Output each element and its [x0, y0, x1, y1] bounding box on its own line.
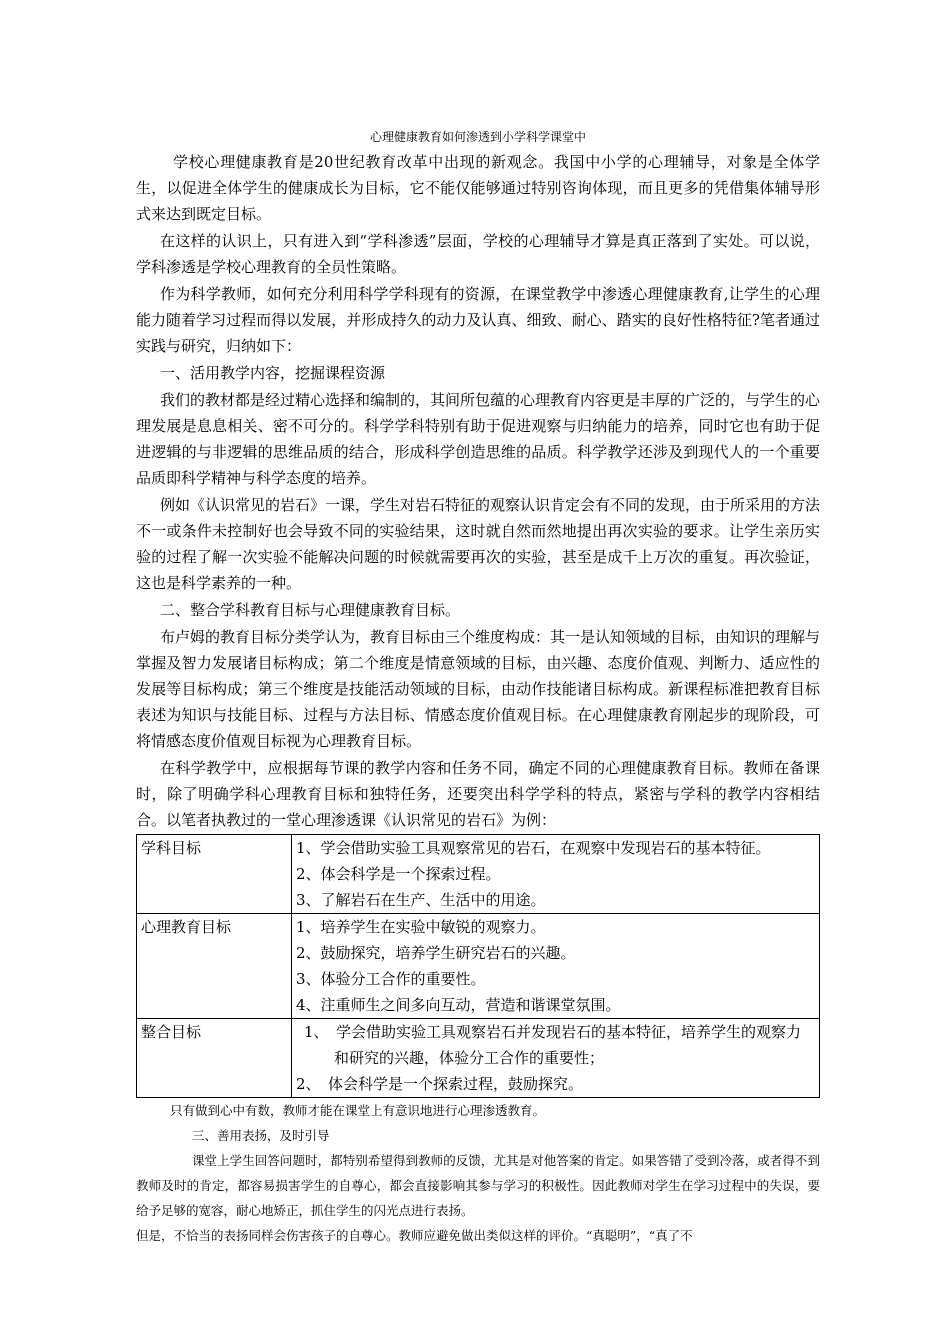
paragraph: 只有做到心中有数，教师才能在课堂上有意识地进行心理渗透教育。 [170, 1103, 546, 1118]
row-label: 心理教育目标 [137, 914, 292, 1019]
document-body [136, 128, 820, 1248]
table-row [137, 1019, 820, 1098]
list-item: 1、 学会借助实验工具观察岩石并发现岩石的基本特征，培养学生的观察力和研究的兴趣，体验分工合作的重要性； [304, 1023, 802, 1067]
list-item: 4、注重师生之间多向互动，营造和谐课堂氛围。 [296, 996, 621, 1014]
paragraph: 但是，不恰当的表扬同样会伤害孩子的自尊心。教师应避免做出类似这样的评价。“真聪明”，“真了不 [136, 1228, 693, 1243]
list-item: 2、体会科学是一个探索过程。 [296, 865, 501, 883]
list-item: 3、体验分工合作的重要性。 [296, 970, 486, 988]
paragraph: 学校心理健康教育是20世纪教育改革中出现的新观念。我国中小学的心理辅导，对象是全体学生，以促进全体学生的健康成长为目标，它不能仅能够通过特别咨询体现，而且更多的凭借集体辅导形式来达到既定目标。 [136, 153, 820, 223]
goals-table [136, 834, 820, 1098]
list-item: 1、培养学生在实验中敏锐的观察力。 [296, 918, 546, 936]
list-item: 3、了解岩石在生产、生活中的用途。 [296, 891, 546, 909]
paragraph: 我们的教材都是经过精心选择和编制的，其间所包蕴的心理教育内容更是丰厚的广泛的，与学生的心理发展是息息相关、密不可分的。科学学科特别有助于促进观察与归纳能力的培养，同时它也有助于促进逻辑的与非逻辑的思维品质的结合，形成科学创造思维的品质。科学教学还涉及到现代人的一个重要品质即科学精神与科学态度的培养。 [136, 391, 821, 487]
paragraph: 布卢姆的教育目标分类学认为，教育目标由三个维度构成：其一是认知领域的目标，由知识的理解与掌握及智力发展诸目标构成；第二个维度是情意领域的目标，由兴趣、态度价值观、判断力、适应性的发展等目标构成；第三个维度是技能活动领域的目标，由动作技能诸目标构成。新课程标准把教育目标表述为知识与技能目标、过程与方法目标、情感态度价值观目标。在心理健康教育刚起步的现阶段，可将情感态度价值观目标视为心理教育目标。 [136, 628, 821, 750]
section-heading: 一、活用教学内容，挖掘课程资源 [160, 364, 386, 382]
row-label: 学科目标 [137, 835, 292, 914]
row-items [292, 1019, 820, 1098]
row-items [292, 835, 820, 914]
document-title: 心理健康教育如何渗透到小学科学课堂中 [369, 130, 586, 144]
paragraph: 在这样的认识上，只有进入到“学科渗透”层面，学校的心理辅导才算是真正落到了实处。可以说，学科渗透是学校心理教育的全员性策略。 [136, 232, 820, 276]
paragraph: 在科学教学中，应根据每节课的教学内容和任务不同，确定不同的心理健康教育目标。教师在备课时，除了明确学科心理教育目标和独特任务，还要突出科学学科的特点，紧密与学科的教学内容相结合。以笔者执教过的一堂心理渗透课《认识常见的岩石》为例： [136, 759, 820, 829]
row-items [292, 914, 820, 1019]
paragraph: 例如《认识常见的岩石》一课，学生对岩石特征的观察认识肯定会有不同的发现，由于所采用的方法不一或条件未控制好也会导致不同的实验结果，这时就自然而然地提出再次实验的要求。让学生亲历实验的过程了解一次实验不能解决问题的时候就需要再次的实验，甚至是成千上万次的重复。再次验证，这也是科学素养的一种。 [136, 496, 821, 592]
paragraph: 作为科学教师，如何充分利用科学学科现有的资源，在课堂教学中渗透心理健康教育,让学生的心理能力随着学习过程而得以发展，并形成持久的动力及认真、细致、耐心、踏实的良好性格特征?笔者通过实践与研究，归纳如下： [136, 285, 820, 355]
section-heading: 二、整合学科教育目标与心理健康教育目标。 [160, 601, 461, 619]
list-item: 1、学会借助实验工具观察常见的岩石，在观察中发现岩石的基本特征。 [296, 839, 771, 857]
paragraph: 课堂上学生回答问题时，都特别希望得到教师的反馈，尤其是对他答案的肯定。如果答错了受到冷落，或者得不到教师及时的肯定，都容易损害学生的自尊心，都会直接影响其参与学习的积极性。因此教师对学生在学习过程中的失误，要给予足够的宽容，耐心地矫正，抓住学生的闪光点进行表扬。 [136, 1153, 820, 1218]
table-row [137, 835, 820, 914]
list-item: 2、 体会科学是一个探索过程，鼓励探究。 [296, 1075, 584, 1093]
list-item: 2、鼓励探究，培养学生研究岩石的兴趣。 [296, 944, 576, 962]
table-row [137, 914, 820, 1019]
row-label: 整合目标 [137, 1019, 292, 1098]
section-heading: 三、善用表扬，及时引导 [192, 1128, 330, 1143]
